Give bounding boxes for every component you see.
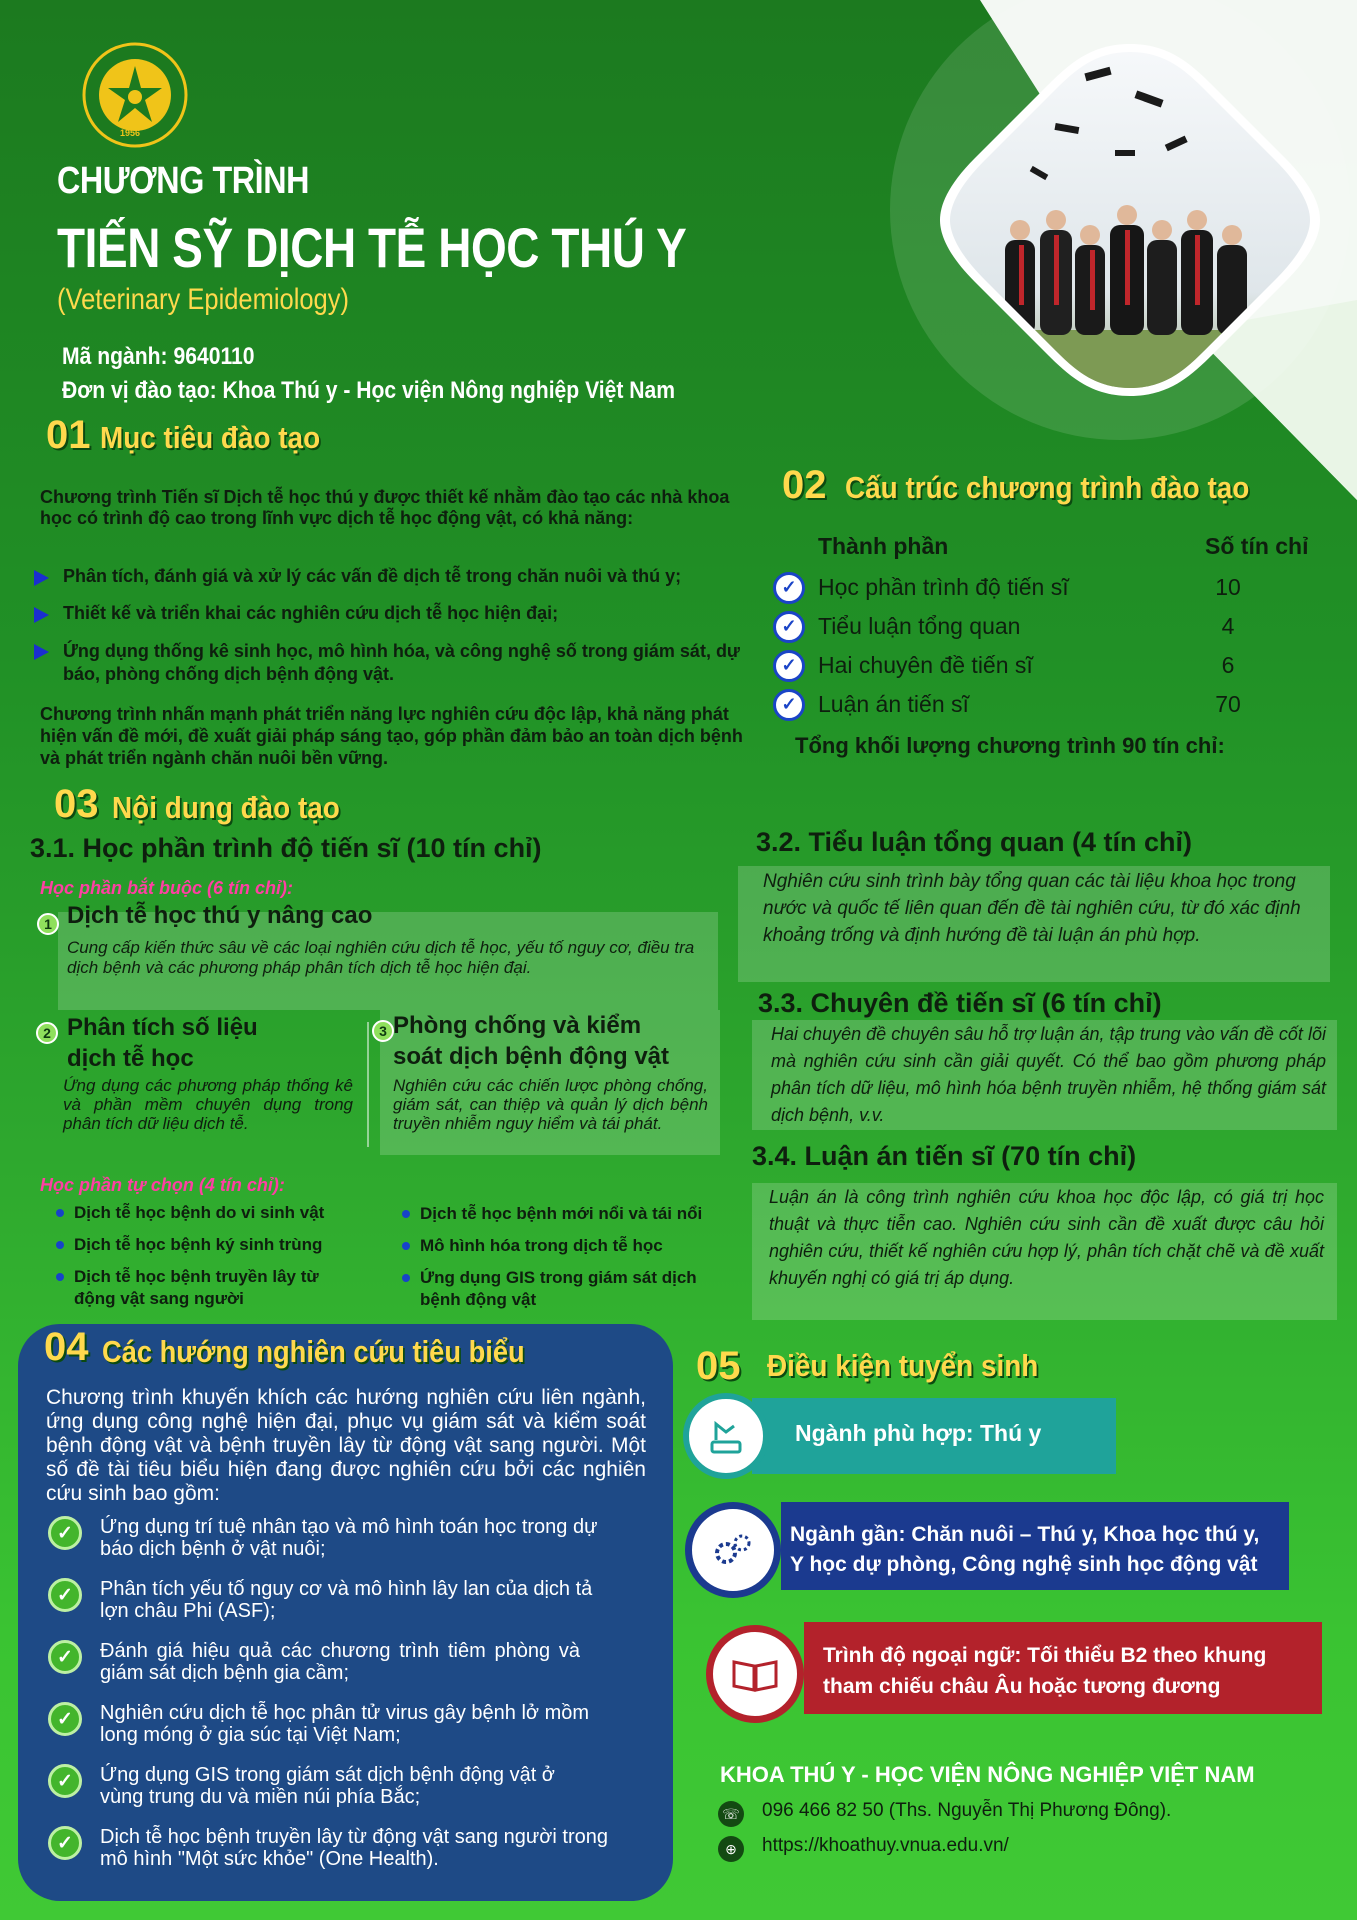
divider (367, 1022, 369, 1147)
research-item: ✓ Ứng dụng GIS trong giám sát dịch bệnh động vật ở vùng trung du và miền núi phía Bắc; (48, 1764, 628, 1826)
check-icon: ✓ (773, 650, 805, 682)
course-3-number: 3 (372, 1020, 394, 1042)
subsection-3-4-desc: Luận án là công trình nghiên cứu khoa học độc lập, có giá trị học thuật và thực tiễn cao. Nghiên cứu sinh cần đề xuất được câu hỏi nghiên cứu, thiết kế nghiên cứu hợp lý, phân tích chặt chẽ và đề xuất khuyến nghị có giá trị áp dụng. (769, 1187, 1324, 1288)
graduation-photo (935, 40, 1325, 400)
structure-row (773, 607, 1273, 646)
structure-total: Tổng khối lượng chương trình 90 tín chỉ: (795, 733, 1225, 758)
structure-row (773, 568, 1273, 607)
elective-item: Dịch tễ học bệnh mới nổi và tái nổi (402, 1203, 752, 1225)
section-02-number: 02 (782, 463, 827, 507)
required-label: Học phần bắt buộc (6 tín chỉ): (40, 878, 293, 898)
arrow-icon (34, 644, 49, 660)
title-line-1: CHƯƠNG TRÌNH (57, 160, 310, 202)
elective-list-left (56, 1202, 386, 1310)
research-item: ✓ Đánh giá hiệu quả các chương trình tiêm phòng và giám sát dịch bệnh gia cầm; (48, 1640, 628, 1702)
elective-list-right (402, 1203, 752, 1311)
elective-item: Dịch tễ học bệnh do vi sinh vật (56, 1202, 386, 1224)
structure-col-component: Thành phần (818, 533, 949, 559)
footer-website[interactable]: https://khoathuy.vnua.edu.vn/ (762, 1835, 1009, 1856)
check-icon: ✓ (773, 572, 805, 604)
structure-row-name: Học phần trình độ tiến sĩ (818, 574, 1069, 600)
section-01-number: 01 (46, 413, 91, 457)
section-04-number: 04 (44, 1325, 89, 1369)
admission-related: Ngành gần: Chăn nuôi – Thú y, Khoa học thú y, Y học dự phòng, Công nghệ sinh học động vật (790, 1523, 1260, 1576)
subsection-3-4-title: 3.4. Luận án tiến sĩ (70 tín chỉ) (752, 1141, 1137, 1171)
globe-icon: ⊕ (718, 1836, 744, 1862)
objective-item: Thiết kế và triển khai các nghiên cứu dịch tễ học hiện đại; (63, 603, 559, 623)
section-04-title: Các hướng nghiên cứu tiêu biểu (102, 1334, 525, 1369)
elective-item: Mô hình hóa trong dịch tễ học (402, 1235, 752, 1257)
elective-item: Dịch tễ học bệnh truyền lây từ động vật sang người (56, 1266, 386, 1310)
section-05-number: 05 (696, 1344, 741, 1388)
structure-row-credits: 10 (1215, 574, 1241, 600)
elective-label: Học phần tự chọn (4 tín chỉ): (40, 1175, 285, 1195)
elective-item: Ứng dụng GIS trong giám sát dịch bệnh động vật (402, 1267, 752, 1311)
check-circle-icon: ✓ (48, 1578, 82, 1612)
subsection-3-1-title: 3.1. Học phần trình độ tiến sĩ (10 tín chỉ) (30, 833, 542, 863)
footer-org: KHOA THÚ Y - HỌC VIỆN NÔNG NGHIỆP VIỆT NAM (720, 1762, 1255, 1787)
book-icon (706, 1625, 804, 1723)
bullet-icon (56, 1241, 64, 1249)
subsection-3-3-title: 3.3. Chuyên đề tiến sĩ (6 tín chỉ) (758, 988, 1162, 1018)
course-3-title-line2: soát dịch bệnh động vật (393, 1043, 670, 1070)
subsection-3-3-desc: Hai chuyên đề chuyên sâu hỗ trợ luận án, tập trung vào vấn đề cốt lõi mà nghiên cứu sinh cần giải quyết. Có thể bao gồm phương pháp phân tích dữ liệu, mô hình hóa bệnh truyền nhiễm, hệ thống giám sát dịch bệnh, v.v. (771, 1024, 1326, 1125)
research-list (48, 1516, 628, 1888)
research-item: ✓ Dịch tễ học bệnh truyền lây từ động vật sang người trong mô hình "Một sức khỏe" (One Health). (48, 1826, 628, 1888)
section-03-title: Nội dung đào tạo (112, 790, 340, 825)
research-item: ✓ Nghiên cứu dịch tễ học phân tử virus gây bệnh lở mồm long móng ở gia súc tại Việt Nam; (48, 1702, 628, 1764)
course-1-number: 1 (37, 913, 59, 935)
objective-intro: Chương trình Tiến sĩ Dịch tễ học thú y được thiết kế nhằm đào tạo các nhà khoa học có trình độ cao trong lĩnh vực dịch tễ học động vật, có khả năng: (40, 487, 730, 528)
research-intro: Chương trình khuyến khích các hướng nghiên cứu liên ngành, ứng dụng công nghệ hiện đại, phục vụ giám sát và kiểm soát bệnh động vật và bệnh truyền lây từ động vật sang người. Một số đề tài tiêu biểu hiện đang được nghiên cứu bởi các nghiên cứu sinh bao gồm: (46, 1386, 646, 1505)
title-english: (Veterinary Epidemiology) (57, 283, 349, 316)
footer-phone[interactable]: 096 466 82 50 (Ths. Nguyễn Thị Phương Đông). (762, 1800, 1172, 1821)
research-item: ✓ Ứng dụng trí tuệ nhân tạo và mô hình toán học trong dự báo dịch bệnh ở vật nuôi; (48, 1516, 628, 1578)
check-circle-icon: ✓ (48, 1640, 82, 1674)
objective-item: Ứng dụng thống kê sinh học, mô hình hóa, và công nghệ số trong giám sát, dự báo, phòng chống dịch bệnh động vật. (63, 641, 740, 684)
title-line-2: TIẾN SỸ DỊCH TỄ HỌC THÚ Y (57, 216, 687, 279)
bullet-icon (56, 1273, 64, 1281)
course-3-title-line1: Phòng chống và kiểm (393, 1012, 642, 1039)
logo-year: 1956 (120, 128, 141, 138)
course-1-title: Dịch tễ học thú y nâng cao (67, 902, 373, 929)
course-2-desc: Ứng dụng các phương pháp thống kê và phần mềm chuyên dụng trong phân tích dữ liệu dịch tễ. (63, 1076, 353, 1133)
hand-card-icon (683, 1393, 769, 1479)
section-02-title: Cấu trúc chương trình đào tạo (845, 470, 1250, 505)
gears-icon (685, 1502, 781, 1598)
objective-outro: Chương trình nhấn mạnh phát triển năng lực nghiên cứu độc lập, khả năng phát hiện vấn đề mới, đề xuất giải pháp sáng tạo, góp phần đảm bảo an toàn dịch bệnh và phát triển ngành chăn nuôi bền vững. (40, 704, 743, 768)
admission-language: Trình độ ngoại ngữ: Tối thiểu B2 theo khung tham chiếu châu Âu hoặc tương đương (823, 1644, 1267, 1698)
check-circle-icon: ✓ (48, 1764, 82, 1798)
check-icon: ✓ (773, 689, 805, 721)
section-05-title: Điều kiện tuyển sinh (767, 1348, 1039, 1383)
check-circle-icon: ✓ (48, 1516, 82, 1550)
academy-logo (82, 42, 188, 148)
structure-row (773, 646, 1273, 685)
phone-icon: ☏ (718, 1801, 744, 1827)
structure-row-name: Luận án tiến sĩ (818, 691, 969, 717)
structure-table (773, 568, 1273, 724)
course-3-desc: Nghiên cứu các chiến lược phòng chống, giám sát, can thiệp và quản lý dịch bệnh truyền nhiễm nguy hiểm và tái phát. (393, 1076, 708, 1133)
bullet-icon (402, 1274, 410, 1282)
bullet-icon (402, 1242, 410, 1250)
structure-row-name: Hai chuyên đề tiến sĩ (818, 652, 1033, 678)
course-2-title-line1: Phân tích số liệu (67, 1014, 258, 1041)
subsection-3-2-title: 3.2. Tiểu luận tổng quan (4 tín chỉ) (756, 827, 1193, 857)
arrow-icon (34, 607, 49, 623)
objective-item: Phân tích, đánh giá và xử lý các vấn đề dịch tễ trong chăn nuôi và thú y; (63, 566, 682, 586)
structure-row-credits: 6 (1221, 652, 1235, 678)
arrow-icon (34, 570, 49, 586)
structure-col-credits: Số tín chỉ (1205, 533, 1309, 559)
training-unit: Đơn vị đào tạo: Khoa Thú y - Học viện Nông nghiệp Việt Nam (62, 377, 676, 404)
bullet-icon (402, 1210, 410, 1218)
check-circle-icon: ✓ (48, 1826, 82, 1860)
subsection-3-2-desc: Nghiên cứu sinh trình bày tổng quan các tài liệu khoa học trong nước và quốc tế liên quan đến đề tài nghiên cứu, từ đó xác định khoảng trống và định hướng đề tài luận án phù hợp. (763, 871, 1301, 946)
structure-row-credits: 4 (1221, 613, 1235, 639)
check-circle-icon: ✓ (48, 1702, 82, 1736)
section-03-number: 03 (54, 782, 99, 826)
structure-row (773, 685, 1273, 724)
program-code: Mã ngành: 9640110 (62, 343, 255, 370)
section-01-title: Mục tiêu đào tạo (100, 420, 321, 455)
bullet-icon (56, 1209, 64, 1217)
check-icon: ✓ (773, 611, 805, 643)
objective-list (34, 566, 764, 686)
course-2-title-line2: dịch tễ học (67, 1045, 194, 1072)
elective-item: Dịch tễ học bệnh ký sinh trùng (56, 1234, 386, 1256)
course-1-desc: Cung cấp kiến thức sâu về các loại nghiên cứu dịch tễ học, yếu tố nguy cơ, điều tra dịch bệnh và các phương pháp phân tích dịch tễ học hiện đại. (67, 938, 695, 977)
structure-row-credits: 70 (1215, 691, 1241, 717)
admission-major: Ngành phù hợp: Thú y (795, 1420, 1042, 1446)
structure-row-name: Tiểu luận tổng quan (818, 613, 1021, 639)
course-2-number: 2 (36, 1022, 58, 1044)
research-item: ✓ Phân tích yếu tố nguy cơ và mô hình lây lan của dịch tả lợn châu Phi (ASF); (48, 1578, 628, 1640)
